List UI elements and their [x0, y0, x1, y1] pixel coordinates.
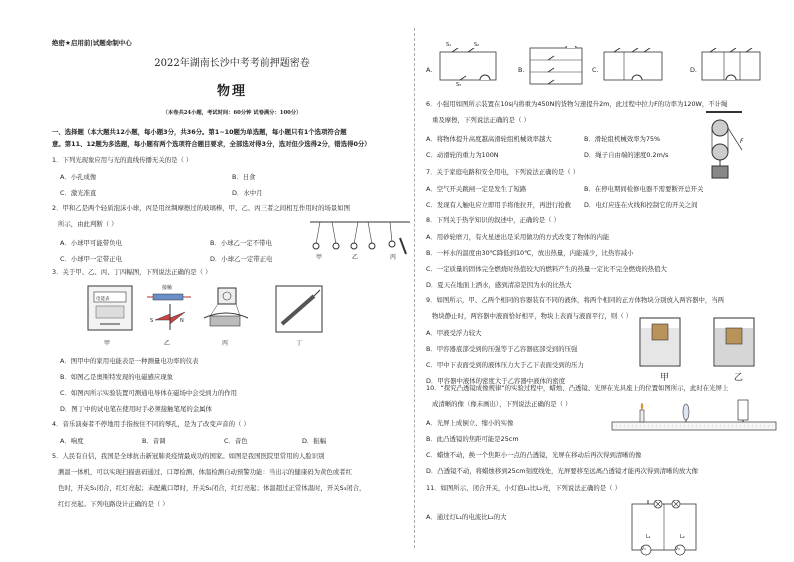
q9-option-d[interactable]: D．甲容器中液体的密度大于乙容器中液体的密度	[426, 377, 566, 385]
q11-option-a[interactable]: A．通过灯L₁的电流比L₂的大	[426, 513, 507, 521]
q9-option-c[interactable]: C．甲中下表面受到的液体压力大于乙下表面受到的压力	[426, 361, 584, 369]
section1-heading-line1: 一、选择题（本大题共12小题，每小题3分，共36分。第1~10题为单选题，每小题只有1个选项符合题	[52, 128, 347, 136]
q1-stem: 1．下列光现象应用与光的直线传播无关的是（ ）	[52, 156, 193, 164]
q11-lamp-l2: L₂	[680, 534, 685, 540]
q7-option-b[interactable]: B．在停电期间检修电器不需要断开总开关	[584, 185, 704, 193]
q9-stem-line1: 9．如图所示，甲、乙两个相同的容器装有不同的液体，将两个相同的正方体物块分别放入两容器中，当两	[426, 296, 725, 304]
q9-fig-label-jia: 甲	[660, 373, 670, 383]
q3-pole-n: N	[180, 318, 184, 324]
q6-option-b[interactable]: B．滑轮组机械效率为75%	[584, 135, 661, 143]
q3-option-a[interactable]: A．图甲中的家用电能表是一种测量电功率的仪表	[60, 357, 199, 365]
q5-circuit-a	[438, 48, 498, 84]
q6-option-d[interactable]: D．绳子自由端的速度0.2m/s	[584, 151, 669, 159]
q10-option-b[interactable]: B．此凸透镜的焦距可能是25cm	[426, 435, 519, 443]
q3-stem: 3．关于甲、乙、丙、丁四幅图，下列说法正确的是（ ）	[52, 268, 212, 276]
q5-option-c[interactable]: C.	[592, 66, 599, 74]
q5-circuit-d	[700, 48, 762, 84]
q2-option-d[interactable]: D．小球乙一定带正电	[210, 255, 273, 263]
q9-container-figure	[634, 316, 774, 368]
q4-option-b[interactable]: B．音调	[142, 437, 166, 445]
q10-stem-line2: 成清晰的像（像未画出），下列说法正确的是（ ）	[432, 400, 572, 408]
q3-option-d[interactable]: D．图丁中的试电笔在使用时手必须接触笔尾的金属体	[60, 405, 212, 413]
q3-figure-meter	[86, 284, 134, 334]
q2-option-c[interactable]: C．小球甲一定带正电	[60, 255, 122, 263]
q3-figure-magnet	[145, 284, 195, 334]
q2-fig-label-jia: 甲	[316, 254, 323, 261]
q6-option-c[interactable]: C．动滑轮的重力为100N	[426, 151, 499, 159]
q10-option-d[interactable]: D．凸透镜不动，将蜡烛移到25cm刻度线处，光屏要移至远离凸透镜才能再次得到清晰的放大像	[426, 467, 699, 475]
q1-option-c[interactable]: C．激光准直	[60, 189, 97, 197]
q5-circuit-b	[528, 46, 584, 86]
q5-switch-s1-label: S₁	[446, 42, 452, 48]
q10-stem-line1: 10．“探究凸透镜成像规律”的实验过程中，蜡烛、凸透镜、光屏在光具座上的位置如图所示，此时在光屏上	[426, 384, 729, 392]
q11-stem: 11．如图所示，闭合开关，小灯泡L₁比L₂亮，下列说法正确的是（ ）	[426, 484, 621, 492]
q7-option-a[interactable]: A．空气开关跳闸一定是发生了短路	[426, 185, 527, 193]
q3-figure-test-pen	[274, 284, 324, 334]
q5-switch-s2-label: S₂	[474, 42, 480, 48]
q6-stem-line1: 6．小强用如图所示装置在10s内将重为450N的货物匀速提升2m，此过程中拉力F的功率为120W，不计绳	[426, 100, 728, 108]
q4-option-c[interactable]: C．音色	[224, 437, 248, 445]
q3-caption-jia: 甲	[104, 340, 111, 347]
q2-fig-label-bing: 丙	[390, 254, 397, 261]
q3-caption-yi: 乙	[164, 340, 171, 347]
q10-optical-bench-figure	[610, 398, 778, 434]
q8-option-a[interactable]: A．用砂轮磨刀，有火星迸出是采用做功的方式改变了物体的内能	[426, 233, 610, 241]
q2-option-a[interactable]: A．小球甲可能带负电	[60, 239, 122, 247]
q2-option-b[interactable]: B．小球乙一定不带电	[210, 239, 272, 247]
q5-option-d[interactable]: D.	[690, 66, 697, 74]
q2-fig-label-yi: 乙	[352, 254, 359, 261]
q3-option-b[interactable]: B．如图乙是奥斯特发现的电磁感应现象	[60, 373, 174, 381]
q2-stem-line1: 2．甲和乙是两个轻质泡沫小球，丙是用丝绸摩擦过的玻璃棒，甲、乙、丙三者之间相互作用时的场景如图	[52, 204, 351, 212]
q5-stem-line2: 测温一体机，可以实现扫描患码通过、口罩检测、体温检测自动预警功能：当出示的健康码为黄色或者红	[58, 468, 352, 476]
q3-figure-circuit	[200, 284, 252, 334]
confidential-label: 绝密★启用前|试题命制中心	[52, 39, 132, 47]
q1-option-a[interactable]: A．小孔成像	[60, 173, 97, 181]
exam-title: 2022年湖南长沙中考考前押题密卷	[154, 58, 310, 69]
q1-option-d[interactable]: D．水中月	[232, 189, 263, 197]
q7-stem: 7．关于家庭电路和安全用电，下列说法正确的是（ ）	[426, 168, 580, 176]
q3-caption-ding: 丁	[296, 340, 303, 347]
q9-stem-line2: 物块静止时，两容器中液面恰好相平，物块上表面与液面平行，则（ ）	[432, 312, 633, 320]
q3-contact-label: 接触	[162, 285, 173, 291]
section1-heading-line2: 意。第11、12题为多选题，每小题有两个选项符合题目要求，全部选对得3分，选对但少选得2分，错选得0分）	[52, 140, 371, 148]
q6-option-a[interactable]: A．将物体提升高度越高滑轮组机械效率越大	[426, 135, 552, 143]
q4-option-d[interactable]: D．振幅	[302, 437, 327, 445]
q1-option-b[interactable]: B．日食	[232, 173, 256, 181]
subject-heading: 物理	[216, 84, 247, 99]
q5-option-a[interactable]: A.	[426, 66, 433, 74]
q11-meter-v1: V₁	[641, 547, 646, 552]
q3-meter-label: 电能表	[96, 297, 110, 302]
column-divider	[414, 28, 415, 548]
q8-stem: 8．下列关于热学知识的叙述中，正确的是（ ）	[426, 216, 560, 224]
q9-option-a[interactable]: A．甲液受浮力较大	[426, 329, 482, 337]
q5-stem-line4: 红灯亮起。下列电路设计正确的是（ ）	[58, 500, 169, 508]
q9-fig-label-yi: 乙	[734, 373, 744, 383]
q5-option-b[interactable]: B.	[518, 66, 525, 74]
q10-option-c[interactable]: C．蜡烛不动，换一个焦距小一点的凸透镜，光屏在移动后再次得到清晰的像	[426, 451, 642, 459]
q7-option-d[interactable]: D．电灯应连在火线和控制它的开关之间	[584, 201, 698, 209]
q11-meter-v2: V₂	[675, 547, 680, 552]
q5-switch-s3-label: S₃	[456, 82, 462, 88]
q3-option-c[interactable]: C．如图丙所示实验装置可测通电导体在磁场中会受到力的作用	[60, 389, 238, 397]
q3-caption-bing: 丙	[222, 340, 229, 347]
q5-stem-line1: 5．人民有自信，我国是全球抗击新冠肺炎疫情最成功的国家。如图是我国医院里常用的人脸识别	[52, 452, 325, 460]
q8-option-d[interactable]: D．夏天在地面上洒水，感到清凉是因为水的比热大	[426, 281, 572, 289]
q7-option-c[interactable]: C．发现有人触电应立即用手将他拉开，再进行抢救	[426, 201, 572, 209]
q5-stem-line3: 色时，开关S₁闭合，红灯亮起；未配戴口罩时，开关S₂闭合，红灯亮起；体温超过正常体温时，开关S₃闭合，	[58, 484, 366, 492]
q6-pulley-figure	[702, 110, 752, 182]
q4-option-a[interactable]: A．响度	[60, 437, 84, 445]
q11-circuit-figure	[628, 500, 700, 558]
q11-lamp-l1: L₁	[646, 534, 651, 540]
q8-option-b[interactable]: B．一杯水的温度由30℃降低到10℃，放出热量，内能减少，比热容减小	[426, 249, 634, 257]
q6-force-label: F	[740, 138, 744, 145]
q6-stem-line2: 重及摩擦，下列说法正确的是（ ）	[432, 116, 530, 124]
q3-pole-s: S	[150, 318, 154, 324]
q8-option-c[interactable]: C．一定质量的固体完全燃烧时热值较大的燃料产生的热量一定比不完全燃烧的热值大	[426, 265, 667, 273]
exam-meta: （本卷共24小题，考试时间：60分钟 试卷满分：100分）	[162, 110, 302, 116]
q10-option-a[interactable]: A．光屏上成倒立、缩小的实像	[426, 419, 514, 427]
q2-stem-line2: 所示，由此判断（ ）	[58, 220, 118, 228]
q9-option-b[interactable]: B．甲容器底部受到的压强等于乙容器底部受到的压强	[426, 345, 578, 353]
q5-circuit-c	[602, 48, 664, 84]
q4-stem: 4．音乐演奏者不停地用手指按住不同的琴孔，是为了改变声音的（ ）	[52, 420, 250, 428]
